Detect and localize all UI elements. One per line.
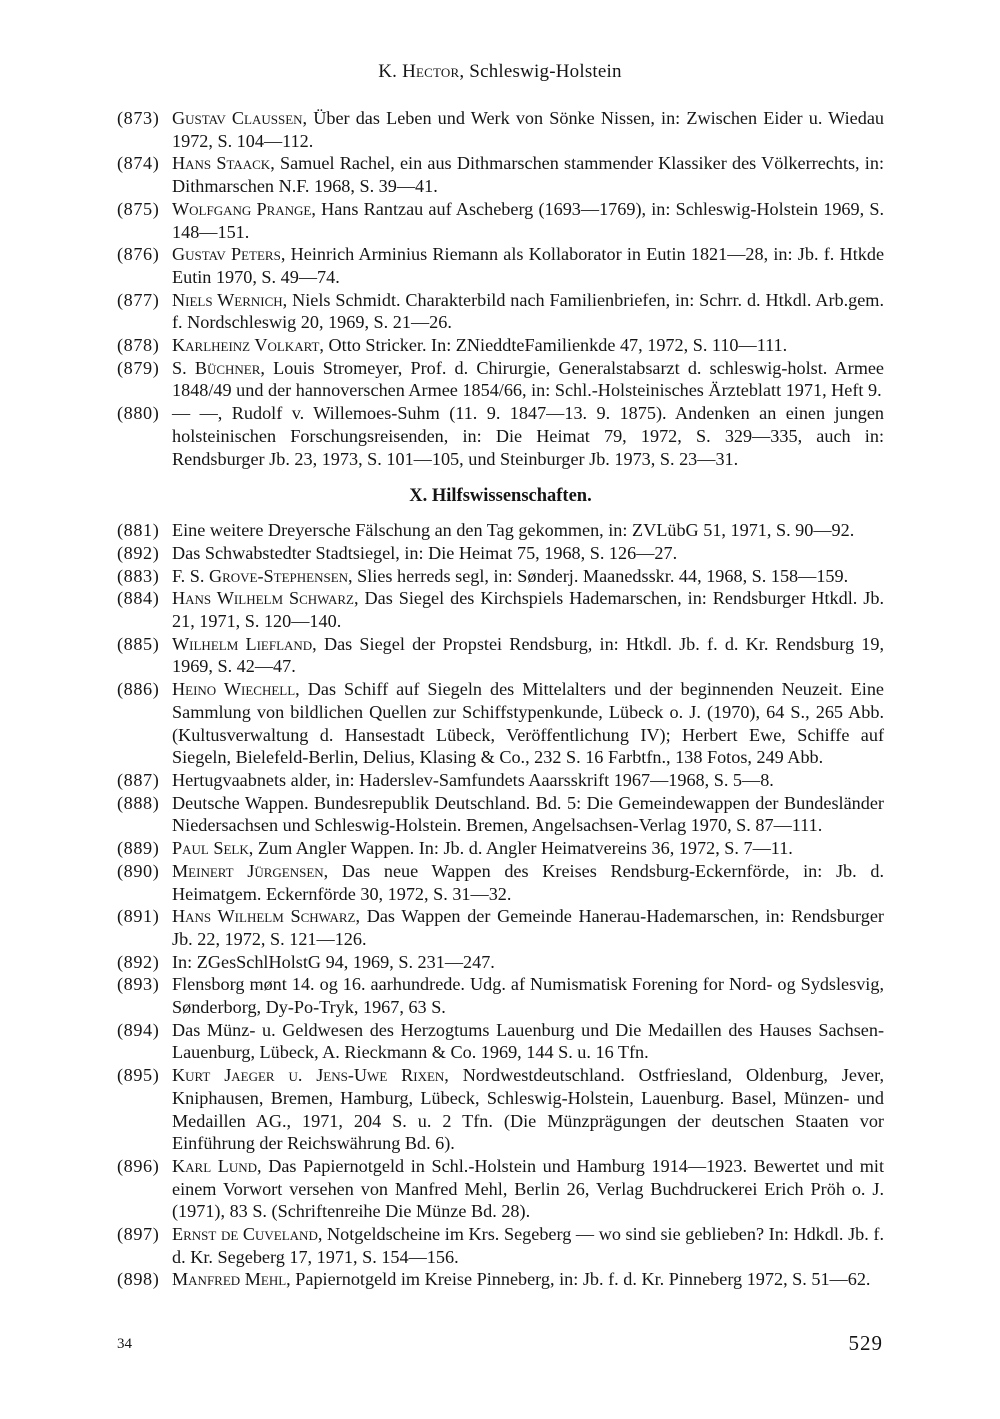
entry-number: (878)	[117, 335, 160, 356]
entry-text: Das Schwabstedter Stadtsiegel, in: Die Heimat 75, 1968, S. 126—27.	[172, 542, 678, 563]
entry-author: Paul Selk,	[172, 838, 254, 859]
entry-text: Samuel Rachel, ein aus Dithmarschen stammender Klassiker des Völkerrechts, in: Dithmarschen N.F. 1968, S. 39—41.	[172, 153, 885, 197]
entry-text: In: ZGesSchlHolstG 94, 1969, S. 231—247.	[172, 951, 495, 972]
bibliography-entry	[117, 152, 884, 197]
entry-author: Gustav Claussen,	[172, 108, 308, 128]
entries-after-section	[117, 519, 884, 1291]
entry-author: Gustav Peters,	[172, 244, 286, 265]
entry-text: Das neue Wappen des Kreises Rendsburg-Eckernförde, in: Jb. d. Heimatgem. Eckernförde 30, 1972, S. 31—32.	[172, 860, 884, 904]
entry-number: (886)	[117, 679, 160, 700]
bibliography-entry	[117, 1155, 884, 1223]
entry-author: Manfred Mehl,	[172, 1269, 291, 1290]
entry-number: (892)	[117, 951, 160, 972]
bibliography-entry	[117, 357, 884, 402]
entry-number: (889)	[117, 838, 160, 859]
entry-text: Deutsche Wappen. Bundesrepublik Deutschland. Bd. 5: Die Gemeindewappen der Bundesländer Niedersachsen und Schleswig-Holstein. Bremen, Angelsachsen-Verlag 1970, S. 87—111.	[172, 792, 884, 836]
bibliography-entry	[117, 678, 884, 769]
bibliography-entry	[117, 951, 884, 974]
entry-text: Hans Rantzau auf Ascheberg (1693—1769), in: Schleswig-Holstein 1969, S. 148—151.	[172, 198, 885, 242]
entry-text: Hertugvaabnets alder, in: Haderslev-Samfundets Aaarsskrift 1967—1968, S. 5—8.	[172, 769, 774, 790]
entry-number: (891)	[117, 906, 160, 927]
bibliography-entry	[117, 905, 884, 950]
entry-number: (876)	[117, 244, 160, 265]
running-head	[0, 61, 1000, 83]
entry-text: Flensborg mønt 14. og 16. aarhundrede. Udg. af Numismatisk Forening for Nord- og Sydslesvig, Sønderborg, Dy-Po-Tryk, 1967, 63 S.	[172, 974, 884, 1018]
entry-author: Ernst de Cuveland,	[172, 1224, 323, 1245]
entry-text: Slies herreds segl, in: Sønderj. Maanedsskr. 44, 1968, S. 158—159.	[357, 565, 849, 586]
entry-number: (895)	[117, 1065, 160, 1086]
bibliography-entry	[117, 1268, 884, 1291]
entry-author: Wolfgang Prange,	[172, 198, 316, 219]
entry-author: Kurt Jaeger u. Jens-Uwe Rixen,	[172, 1065, 449, 1086]
entry-text: Eine weitere Dreyersche Fälschung an den Tag gekommen, in: ZVLübG 51, 1971, S. 90—92.	[172, 520, 855, 541]
entry-text: Das Münz- u. Geldwesen des Herzogtums Lauenburg und Die Medaillen des Hauses Sachsen-Lauenburg, Lübeck, A. Rieckmann & Co. 1969, 144 S. u. 16 Tfn.	[172, 1019, 884, 1063]
bibliography-entry	[117, 792, 884, 837]
entry-number: (873)	[117, 108, 160, 128]
entry-number: (890)	[117, 860, 160, 881]
entry-text: Niels Schmidt. Charakterbild nach Familienbriefen, in: Schrr. d. Htkdl. Arb.gem. f. Nordschleswig 20, 1969, S. 21—26.	[172, 289, 884, 333]
bibliography-entry	[117, 1223, 884, 1268]
bibliography-entry	[117, 633, 884, 678]
bibliography-entry	[117, 198, 884, 243]
entry-number: (880)	[117, 403, 160, 424]
entry-number: (879)	[117, 357, 160, 378]
entry-text: Das Wappen der Gemeinde Hanerau-Hademarschen, in: Rendsburger Jb. 22, 1972, S. 121—126.	[172, 906, 884, 949]
entry-text: Das Siegel des Kirchspiels Hademarschen, in: Rendsburger Htkdl. Jb. 21, 1971, S. 120—140.	[172, 588, 884, 632]
entry-number: (875)	[117, 198, 160, 219]
entry-number: (897)	[117, 1224, 160, 1245]
entry-author: Hans Wilhelm Schwarz,	[172, 906, 361, 927]
entry-text: Das Schiff auf Siegeln des Mittelalters und der beginnenden Neuzeit. Eine Sammlung von bildlichen Quellen zur Schiffstypenkunde, Lübeck o. J. (1970), 64 S., 265 Abb. (Kultusverwaltung d. Hansestadt Lübeck, Veröffentlichung IV); Herbert Ewe, Schiffe auf Siegeln, Bielefeld-Berlin, Delius, Klasing & Co., 232 S. 16 Farbtfn., 138 Fotos, 249 Abb.	[172, 679, 885, 768]
entry-author: F. S. Grove-Stephensen,	[172, 565, 353, 586]
entry-author: Hans Staack,	[172, 153, 275, 174]
bibliography-entry	[117, 334, 884, 357]
entry-number: (896)	[117, 1155, 160, 1176]
entry-text: Louis Stromeyer, Prof. d. Chirurgie, Generalstabsarzt d. schleswig-holst. Armee 1848/49 und der hannoverschen Armee 1854/66, in: Schl.-Holsteinisches Ärzteblatt 1971, Heft 9.	[172, 357, 885, 401]
bibliography-entry	[117, 519, 884, 542]
bibliography-entry	[117, 769, 884, 792]
bibliography-entry	[117, 402, 884, 470]
entry-author: Heino Wiechell,	[172, 679, 300, 700]
entry-author: Wilhelm Liefland,	[172, 633, 317, 654]
entry-text: Das Siegel der Propstei Rendsburg, in: Htkdl. Jb. f. d. Kr. Rendsburg 19, 1969, S. 42—47.	[172, 633, 884, 677]
entry-author: Meinert Jürgensen,	[172, 860, 329, 881]
page-number: 529	[848, 1331, 883, 1355]
entry-author: S. Büchner,	[172, 357, 265, 378]
entry-number: (881)	[117, 520, 160, 541]
entry-number: (898)	[117, 1269, 160, 1290]
bibliography-entry	[117, 860, 884, 905]
entry-text: Otto Stricker. In: ZNieddteFamilienkde 47, 1972, S. 110—111.	[328, 335, 788, 356]
footer-signature: 34	[117, 1336, 132, 1352]
bibliography-entry	[117, 243, 884, 288]
entry-author: Hans Wilhelm Schwarz,	[172, 588, 359, 609]
entry-number: (893)	[117, 974, 160, 995]
bibliography-entry	[117, 542, 884, 565]
bibliography-entry	[117, 973, 884, 1018]
entries-before-section	[117, 107, 884, 470]
running-head-author: K. Hector,	[378, 61, 465, 82]
entry-text: Heinrich Arminius Riemann als Kollaborator in Eutin 1821—28, in: Jb. f. Htkde Eutin 1970, S. 49—74.	[172, 244, 885, 287]
entry-number: (877)	[117, 289, 160, 310]
entry-text: — —, Rudolf v. Willemoes-Suhm (11. 9. 1847—13. 9. 1875). Andenken an einen jungen holsteinischen Forschungsreisenden, in: Die Heimat 79, 1972, S. 329—335, auch in: Rendsburger Jb. 23, 1973, S. 101—105, und Steinburger Jb. 1973, S. 23—31.	[172, 403, 884, 469]
entry-number: (885)	[117, 633, 160, 654]
entry-number: (892)	[117, 542, 160, 563]
bibliography-entry	[117, 837, 884, 860]
entry-number: (883)	[117, 565, 160, 586]
entry-text: Nordwestdeutschland. Ostfriesland, Oldenburg, Jever, Kniphausen, Bremen, Hamburg, Lübeck, Schleswig-Holstein, Lauenburg. Basel, Münzen- und Medaillen AG., 1971, 204 S. u. 2 Tfn. (Die Münzprägungen der deutschen Staaten vor Einführung der Reichswährung Bd. 6).	[172, 1065, 884, 1154]
entry-text: Papiernotgeld im Kreise Pinneberg, in: Jb. f. d. Kr. Pinneberg 1972, S. 51—62.	[295, 1269, 871, 1290]
entry-number: (887)	[117, 769, 160, 790]
entry-author: Karl Lund,	[172, 1155, 262, 1176]
entry-author: Karlheinz Volkart,	[172, 335, 324, 356]
bibliography-entry	[117, 587, 884, 632]
section-heading: X. Hilfswissenschaften.	[409, 486, 592, 507]
entry-text: Über das Leben und Werk von Sönke Nissen, in: Zwischen Eider u. Wiedau 1972, S. 104—112.	[172, 108, 885, 151]
bibliography-entry	[117, 1019, 884, 1064]
entry-number: (874)	[117, 153, 160, 174]
bibliography-entry	[117, 1064, 884, 1155]
entry-text: Zum Angler Wappen. In: Jb. d. Angler Heimatvereins 36, 1972, S. 7—11.	[257, 838, 793, 859]
bibliography-entry	[117, 289, 884, 334]
bibliography-entry	[117, 565, 884, 588]
entry-text: Das Papiernotgeld in Schl.-Holstein und Hamburg 1914—1923. Bewertet und mit einem Vorwort versehen von Manfred Mehl, Berlin 26, Verlag Buchdruckerei Erich Pröh o. J. (1971), 83 S. (Schriftenreihe Die Münze Bd. 28).	[172, 1155, 884, 1222]
entry-text: Notgeldscheine im Krs. Segeberg — wo sind sie geblieben? In: Hdkdl. Jb. f. d. Kr. Segeberg 17, 1971, S. 154—156.	[172, 1224, 884, 1267]
bibliography-entry	[117, 107, 884, 152]
running-head-title: Schleswig-Holstein	[469, 61, 622, 82]
entry-number: (894)	[117, 1019, 160, 1040]
entry-author: Niels Wernich,	[172, 289, 288, 310]
entry-number: (888)	[117, 792, 160, 813]
entry-number: (884)	[117, 588, 160, 609]
bibliography-content	[117, 107, 884, 1291]
